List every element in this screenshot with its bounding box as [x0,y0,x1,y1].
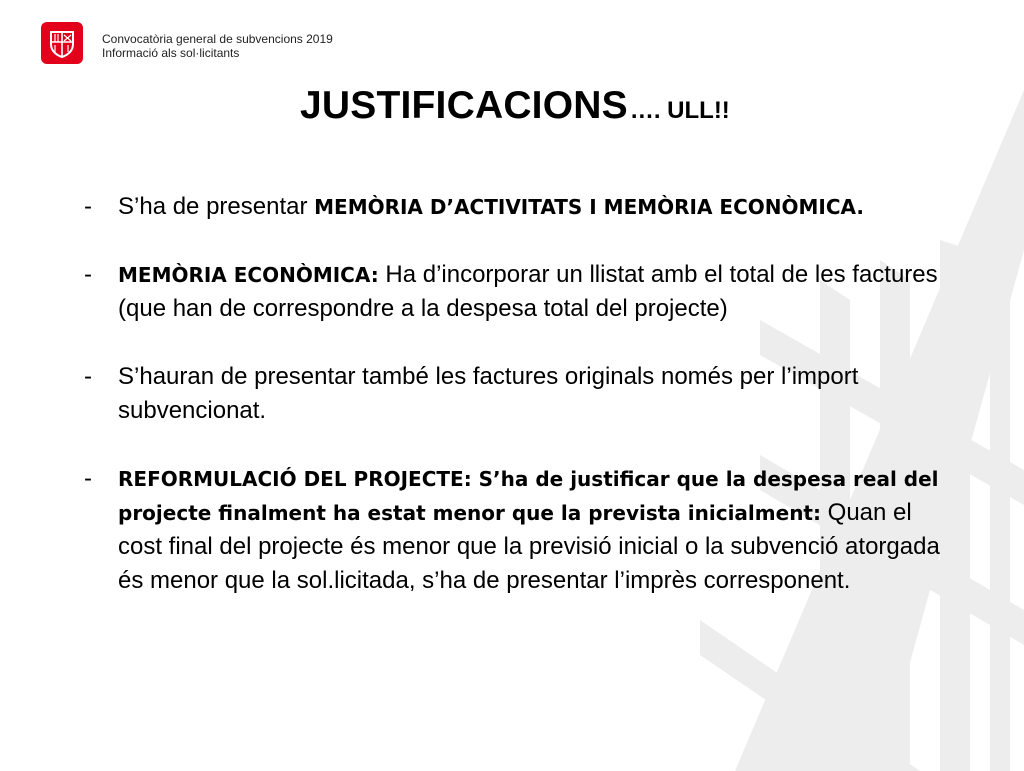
document-header [102,32,333,60]
bullet-dash: - [84,261,92,288]
slide-title [300,84,730,128]
bullet-bold-text: MEMÒRIA D’ACTIVITATS I MEMÒRIA ECONÒMICA. [314,195,864,219]
bullet-text: S’ha de presentar [118,193,315,220]
bullet-text: S’hauran de presentar també les factures originals només per l’import subvencionat. [118,363,859,424]
shield-logo-icon [41,22,83,64]
bullet-text: Ha d’incorporar un llistat amb el total de les factures (que han de correspondre a la despesa total del projecte) [118,261,938,322]
bullet-list [84,190,954,598]
bullet-dash: - [84,465,92,492]
bullet-text: Quan el cost final del projecte és menor que la previsió inicial o la subvenció atorgada és menor que la sol.licitada, s’ha de presentar l’imprès corresponent. [118,499,940,594]
title-suffix: …. ULL!! [629,97,730,124]
bullet-bold-text: REFORMULACIÓ DEL PROJECTE: S’ha de justificar que la despesa real del projecte finalment ha estat menor que la prevista inicialment: [118,467,939,525]
city-council-logo [41,22,83,64]
bullet-item [84,360,954,428]
bullet-bold-text: MEMÒRIA ECONÒMICA: [118,263,379,287]
bullet-item [84,258,954,326]
bullet-item [84,190,954,224]
bullet-item [84,462,954,598]
title-main: JUSTIFICACIONS [300,84,628,127]
header-line-2: Informació als sol·licitants [102,46,240,60]
bullet-dash: - [84,193,92,220]
bullet-dash: - [84,363,92,390]
header-line-1: Convocatòria general de subvencions 2019 [102,32,333,46]
